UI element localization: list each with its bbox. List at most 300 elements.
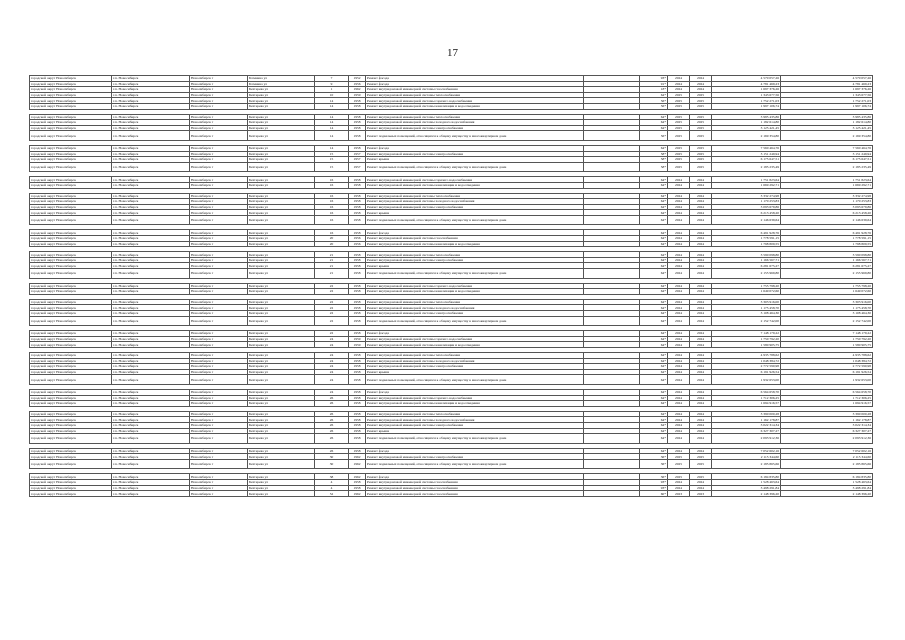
year-built-cell: 1958 (349, 210, 366, 216)
street-cell: Бехтерева ул (248, 157, 315, 163)
locality-cell: Новосибирск г (190, 401, 248, 407)
total-cost-cell: 1 697 376,26 (781, 87, 873, 93)
house-cell: 22 (315, 331, 349, 337)
cost-cell: 7 148 179,22 (712, 331, 781, 337)
municipality-cell: городской округ Новосибирск (30, 428, 112, 434)
street-cell: Бехтерева ул (248, 311, 315, 317)
house-cell: 22 (315, 305, 349, 311)
table-row (30, 316, 873, 326)
settlement-cell: г.п. Новосибирск (112, 485, 190, 491)
work-type-cell: Ремонт внутридомовой инженерной системы канализации и водоотведения (366, 289, 584, 295)
start-year-cell: 2024 (668, 395, 690, 401)
cost-cell: 1 694 916,57 (712, 401, 781, 407)
start-year-cell: 2024 (668, 389, 690, 395)
total-cost-cell: 6 564 658,70 (781, 389, 873, 395)
municipality-cell: городской округ Новосибирск (30, 336, 112, 342)
end-year-cell: 2024 (690, 375, 712, 385)
cost-cell: 1 751 823,64 (712, 177, 781, 183)
locality-cell: Новосибирск г (190, 269, 248, 279)
end-year-cell: 2024 (690, 230, 712, 236)
total-cost-cell: 2 772 590,98 (781, 364, 873, 370)
street-cell: Бехтерева ул (248, 401, 315, 407)
start-year-cell: 2024 (668, 269, 690, 279)
municipality-cell: городской округ Новосибирск (30, 199, 112, 205)
work-type-cell: Ремонт внутридомовой инженерной системы электроснабжения (366, 311, 584, 317)
house-cell: 26 (315, 428, 349, 434)
table-body (30, 76, 873, 497)
municipality-cell: городской округ Новосибирск (30, 331, 112, 337)
year-built-cell: 1958 (349, 252, 366, 258)
street-cell: Бехтерева ул (248, 162, 315, 172)
area-cell: 58* (640, 151, 668, 157)
total-cost-cell: 3 590 098,80 (781, 252, 873, 258)
work-type-cell: Ремонт внутридомовой инженерной системы электроснабжения (366, 151, 584, 157)
cost-cell: 1 697 376,26 (712, 87, 781, 93)
house-cell: 21 (315, 252, 349, 258)
cost-cell: 2 093 912,36 (712, 434, 781, 444)
end-year-cell: 2024 (690, 263, 712, 269)
street-cell: Бехтерева ул (248, 177, 315, 183)
house-cell: 16 (315, 193, 349, 199)
cost-cell: 1 752 271,03 (712, 98, 781, 104)
locality-cell: Новосибирск г (190, 434, 248, 444)
table-row (30, 162, 873, 172)
area-cell: 64* (640, 331, 668, 337)
start-year-cell: 2024 (668, 252, 690, 258)
street-cell: Бехтерева ул (248, 145, 315, 151)
total-cost-cell: 2 152 742,00 (781, 316, 873, 326)
work-type-cell: Ремонт подвальных помещений, относящихся к общему имуществу в многоквартирном доме (366, 162, 584, 172)
municipality-cell: городской округ Новосибирск (30, 193, 112, 199)
work-type-cell: Ремонт внутридомовой инженерной системы теплоснабжения (366, 352, 584, 358)
municipality-cell: городской округ Новосибирск (30, 230, 112, 236)
locality-cell: Новосибирск г (190, 199, 248, 205)
work-type-cell: Ремонт подвальных помещений, относящихся к общему имуществу в многоквартирном доме (366, 215, 584, 225)
municipality-cell: городской округ Новосибирск (30, 120, 112, 126)
area-cell: 64* (640, 299, 668, 305)
total-cost-cell: 3 303 916,00 (781, 299, 873, 305)
total-cost-cell: 3 332 274,98 (781, 193, 873, 199)
area-cell: 64* (640, 193, 668, 199)
area-cell: 64* (640, 358, 668, 364)
street-cell: Бехтерева ул (248, 336, 315, 342)
start-year-cell: 2024 (668, 215, 690, 225)
total-cost-cell: 3 151 249,94 (781, 151, 873, 157)
street-cell: Бехтерева ул (248, 263, 315, 269)
municipality-cell: городской округ Новосибирск (30, 342, 112, 348)
end-year-cell: 2024 (690, 395, 712, 401)
cost-cell: 1 528 463,64 (712, 480, 781, 486)
area-cell: 64* (640, 434, 668, 444)
locality-cell: Новосибирск г (190, 491, 248, 497)
work-type-cell: Ремонт внутридомовой инженерной системы канализации и водоотведения (366, 182, 584, 188)
street-cell: Бехтерева ул (248, 389, 315, 395)
end-year-cell: 2025 (690, 162, 712, 172)
work-type-cell: Ремонт внутридомовой инженерной системы газоснабжения (366, 236, 584, 242)
municipality-cell: городской округ Новосибирск (30, 422, 112, 428)
table-row (30, 459, 873, 469)
start-year-cell: 2024 (668, 289, 690, 295)
municipality-cell: городской округ Новосибирск (30, 485, 112, 491)
house-cell: 24 (315, 389, 349, 395)
cost-cell: 6 281 675,27 (712, 263, 781, 269)
street-cell: Бехтерева ул (248, 331, 315, 337)
start-year-cell: 2024 (668, 257, 690, 263)
total-cost-cell: 6 213 458,20 (781, 210, 873, 216)
year-built-cell: 1958 (349, 257, 366, 263)
house-cell: 22 (315, 289, 349, 295)
settlement-cell: г.п. Новосибирск (112, 411, 190, 417)
total-cost-cell: 2 093 912,36 (781, 434, 873, 444)
start-year-cell: 2024 (668, 199, 690, 205)
end-year-cell: 2024 (690, 434, 712, 444)
year-built-cell: 1957 (349, 151, 366, 157)
locality-cell: Новосибирск г (190, 417, 248, 423)
house-cell: 14 (315, 114, 349, 120)
settlement-cell: г.п. Новосибирск (112, 263, 190, 269)
locality-cell: Новосибирск г (190, 182, 248, 188)
locality-cell: Новосибирск г (190, 230, 248, 236)
total-cost-cell: 1 048 384,72 (781, 358, 873, 364)
work-type-cell: Ремонт фасада (366, 389, 584, 395)
end-year-cell: 2024 (690, 485, 712, 491)
area-cell: 64* (640, 204, 668, 210)
house-cell: 16 (315, 210, 349, 216)
settlement-cell: г.п. Новосибирск (112, 157, 190, 163)
house-cell: 14 (315, 98, 349, 104)
work-type-cell: Ремонт фасада (366, 230, 584, 236)
cost-cell: 6 327 307,27 (712, 428, 781, 434)
cost-cell: 1 166 567,71 (712, 257, 781, 263)
year-built-cell: 1958 (349, 395, 366, 401)
locality-cell: Новосибирск г (190, 193, 248, 199)
total-cost-cell: 6 184 835,80 (781, 474, 873, 480)
area-cell: 64* (640, 215, 668, 225)
settlement-cell: г.п. Новосибирск (112, 151, 190, 157)
house-cell: 24 (315, 342, 349, 348)
end-year-cell: 2024 (690, 422, 712, 428)
settlement-cell: г.п. Новосибирск (112, 434, 190, 444)
cost-cell: 1 669 292,71 (712, 182, 781, 188)
house-cell: 21 (315, 269, 349, 279)
locality-cell: Новосибирск г (190, 204, 248, 210)
area-cell: 64* (640, 375, 668, 385)
locality-cell: Новосибирск г (190, 210, 248, 216)
cost-cell: 4 781 469,23 (712, 81, 781, 87)
year-built-cell: 1958 (349, 263, 366, 269)
work-type-cell: Ремонт внутридомовой инженерной системы теплоснабжения (366, 411, 584, 417)
area-cell: 64* (640, 125, 668, 131)
house-cell: 10 (315, 92, 349, 98)
total-cost-cell: 3 985 435,86 (781, 114, 873, 120)
settlement-cell: г.п. Новосибирск (112, 316, 190, 326)
area-cell: 64* (640, 289, 668, 295)
area-cell: 64* (640, 395, 668, 401)
area-cell: 64* (640, 401, 668, 407)
street-cell: Бехтерева ул (248, 103, 315, 109)
cost-cell: 6 564 658,70 (712, 389, 781, 395)
locality-cell: Новосибирск г (190, 364, 248, 370)
municipality-cell: городской округ Новосибирск (30, 395, 112, 401)
work-type-cell: Ремонт внутридомовой инженерной системы газоснабжения (366, 485, 584, 491)
municipality-cell: городской округ Новосибирск (30, 269, 112, 279)
start-year-cell: 2024 (668, 336, 690, 342)
settlement-cell: г.п. Новосибирск (112, 103, 190, 109)
house-cell: 20 (315, 236, 349, 242)
street-cell: Бехтерева ул (248, 299, 315, 305)
cost-cell: 6 213 458,20 (712, 210, 781, 216)
total-cost-cell: 7 148 179,22 (781, 331, 873, 337)
end-year-cell: 2024 (690, 358, 712, 364)
year-built-cell: 1959 (349, 336, 366, 342)
house-cell: 22 (315, 299, 349, 305)
cost-cell: 7 052 602,16 (712, 448, 781, 454)
start-year-cell: 2024 (668, 299, 690, 305)
street-cell: Бехтерева ул (248, 428, 315, 434)
blank-cell (584, 316, 640, 326)
settlement-cell: г.п. Новосибирск (112, 120, 190, 126)
house-cell: 26 (315, 417, 349, 423)
locality-cell: Новосибирск г (190, 125, 248, 131)
municipality-cell: городской округ Новосибирск (30, 204, 112, 210)
locality-cell: Новосибирск г (190, 98, 248, 104)
start-year-cell: 2024 (668, 342, 690, 348)
cost-cell: 1 997 106,74 (712, 103, 781, 109)
work-type-cell: Ремонт внутридомовой инженерной системы канализации и водоотведения (366, 241, 584, 247)
end-year-cell: 2025 (690, 98, 712, 104)
settlement-cell: г.п. Новосибирск (112, 311, 190, 317)
municipality-cell: городской округ Новосибирск (30, 81, 112, 87)
total-cost-cell: 1 712 306,25 (781, 395, 873, 401)
end-year-cell: 2025 (690, 125, 712, 131)
end-year-cell: 2024 (690, 215, 712, 225)
street-cell: Бехтерева ул (248, 236, 315, 242)
settlement-cell: г.п. Новосибирск (112, 145, 190, 151)
end-year-cell: 2025 (690, 151, 712, 157)
work-type-cell: Ремонт внутридомовой инженерной системы холодного водоснабжения (366, 305, 584, 311)
house-cell: 52 (315, 491, 349, 497)
street-cell: Бехтерева ул (248, 230, 315, 236)
work-type-cell: Ремонт внутридомовой инженерной системы канализации и водоотведения (366, 342, 584, 348)
municipality-cell: городской округ Новосибирск (30, 92, 112, 98)
start-year-cell: 2024 (668, 428, 690, 434)
area-cell: 36* (640, 459, 668, 469)
end-year-cell: 2024 (690, 331, 712, 337)
start-year-cell: 2024 (668, 434, 690, 444)
total-cost-cell: 1 750 792,20 (781, 336, 873, 342)
work-type-cell: Ремонт внутридомовой инженерной системы холодного водоснабжения (366, 199, 584, 205)
area-cell: 64* (640, 342, 668, 348)
house-cell: 21 (315, 257, 349, 263)
year-built-cell: 1962 (349, 474, 366, 480)
municipality-cell: городской округ Новосибирск (30, 87, 112, 93)
work-type-cell: Ремонт подвальных помещений, относящихся к общему имуществу в многоквартирном доме (366, 131, 584, 141)
area-cell: 64* (640, 417, 668, 423)
settlement-cell: г.п. Новосибирск (112, 98, 190, 104)
settlement-cell: г.п. Новосибирск (112, 193, 190, 199)
settlement-cell: г.п. Новосибирск (112, 87, 190, 93)
end-year-cell: 2024 (690, 252, 712, 258)
municipality-cell: городской округ Новосибирск (30, 103, 112, 109)
locality-cell: Новосибирск г (190, 263, 248, 269)
settlement-cell: г.п. Новосибирск (112, 182, 190, 188)
total-cost-cell: 1 649 072,60 (781, 289, 873, 295)
locality-cell: Новосибирск г (190, 215, 248, 225)
street-cell: Бехтерева ул (248, 120, 315, 126)
area-cell: 64* (640, 177, 668, 183)
house-cell: 26 (315, 434, 349, 444)
street-cell: Бехтерева ул (248, 474, 315, 480)
street-cell: Батенина ул (248, 81, 315, 87)
house-cell: 30 (315, 459, 349, 469)
end-year-cell: 2024 (690, 428, 712, 434)
settlement-cell: г.п. Новосибирск (112, 269, 190, 279)
locality-cell: Новосибирск г (190, 389, 248, 395)
house-cell: 24 (315, 352, 349, 358)
settlement-cell: г.п. Новосибирск (112, 459, 190, 469)
start-year-cell: 2024 (668, 81, 690, 87)
work-type-cell: Ремонт внутридомовой инженерной системы канализации и водоотведения (366, 103, 584, 109)
total-cost-cell: 4 935 788,62 (781, 352, 873, 358)
street-cell: Бехтерева ул (248, 125, 315, 131)
settlement-cell: г.п. Новосибирск (112, 491, 190, 497)
house-cell: 16 (315, 215, 349, 225)
capital-repair-table (29, 75, 873, 497)
municipality-cell: городской округ Новосибирск (30, 182, 112, 188)
start-year-cell: 2024 (668, 87, 690, 93)
locality-cell: Новосибирск г (190, 252, 248, 258)
cost-cell: 7 560 464,76 (712, 145, 781, 151)
settlement-cell: г.п. Новосибирск (112, 401, 190, 407)
municipality-cell: городской округ Новосибирск (30, 369, 112, 375)
street-cell: Бехтерева ул (248, 182, 315, 188)
settlement-cell: г.п. Новосибирск (112, 422, 190, 428)
area-cell: 64* (640, 263, 668, 269)
start-year-cell: 2024 (668, 193, 690, 199)
work-type-cell: Ремонт подвальных помещений, относящихся к общему имуществу в многоквартирном доме (366, 459, 584, 469)
house-cell: 22 (315, 283, 349, 289)
total-cost-cell: 1 755 798,20 (781, 283, 873, 289)
total-cost-cell: 1 669 292,71 (781, 182, 873, 188)
house-cell: 26 (315, 401, 349, 407)
cost-cell: 2 146 639,64 (712, 215, 781, 225)
municipality-cell: городской округ Новосибирск (30, 263, 112, 269)
settlement-cell: г.п. Новосибирск (112, 125, 190, 131)
end-year-cell: 2024 (690, 81, 712, 87)
total-cost-cell: 2 115 344,60 (781, 454, 873, 460)
area-cell: 64* (640, 311, 668, 317)
year-built-cell: 1958 (349, 299, 366, 305)
area-cell: 60* (640, 491, 668, 497)
end-year-cell: 2025 (690, 157, 712, 163)
year-built-cell: 1958 (349, 389, 366, 395)
year-built-cell: 1958 (349, 283, 366, 289)
work-type-cell: Ремонт внутридомовой инженерной системы канализации и водоотведения (366, 401, 584, 407)
street-cell: Бехтерева ул (248, 199, 315, 205)
start-year-cell: 2025 (668, 98, 690, 104)
start-year-cell: 2024 (668, 480, 690, 486)
settlement-cell: г.п. Новосибирск (112, 230, 190, 236)
total-cost-cell: 1 694 916,57 (781, 401, 873, 407)
locality-cell: Новосибирск г (190, 299, 248, 305)
street-cell: Бехтерева ул (248, 342, 315, 348)
start-year-cell: 2025 (668, 151, 690, 157)
year-built-cell: 1958 (349, 358, 366, 364)
year-built-cell: 1956 (349, 81, 366, 87)
municipality-cell: городской округ Новосибирск (30, 241, 112, 247)
settlement-cell: г.п. Новосибирск (112, 257, 190, 263)
municipality-cell: городской округ Новосибирск (30, 480, 112, 486)
year-built-cell: 1958 (349, 182, 366, 188)
start-year-cell: 2024 (668, 422, 690, 428)
locality-cell: Новосибирск г (190, 76, 248, 82)
locality-cell: Новосибирск г (190, 454, 248, 460)
area-cell: 58* (640, 162, 668, 172)
street-cell: Бехтерева ул (248, 289, 315, 295)
blank-cell (584, 215, 640, 225)
municipality-cell: городской округ Новосибирск (30, 289, 112, 295)
cost-cell: 2 185 865,66 (712, 459, 781, 469)
start-year-cell: 2024 (668, 177, 690, 183)
locality-cell: Новосибирск г (190, 422, 248, 428)
house-cell: 15 (315, 157, 349, 163)
year-built-cell: 1958 (349, 305, 366, 311)
street-cell: Бехтерева ул (248, 480, 315, 486)
house-cell: 15 (315, 151, 349, 157)
house-cell: 1 (315, 87, 349, 93)
work-type-cell: Ремонт фасада (366, 81, 584, 87)
area-cell: 64* (640, 252, 668, 258)
blank-cell (584, 375, 640, 385)
cost-cell: 6 191 926,54 (712, 369, 781, 375)
work-type-cell: Ремонт подвальных помещений, относящихся к общему имуществу в многоквартирном доме (366, 316, 584, 326)
municipality-cell: городской округ Новосибирск (30, 125, 112, 131)
total-cost-cell: 3 390 000,28 (781, 411, 873, 417)
settlement-cell: г.п. Новосибирск (112, 358, 190, 364)
end-year-cell: 2024 (690, 480, 712, 486)
municipality-cell: городской округ Новосибирск (30, 474, 112, 480)
area-cell: 64* (640, 283, 668, 289)
year-built-cell: 1962 (349, 87, 366, 93)
end-year-cell: 2024 (690, 448, 712, 454)
end-year-cell: 2025 (690, 92, 712, 98)
table-row (30, 215, 873, 225)
street-cell: Бехтерева ул (248, 422, 315, 428)
municipality-cell: городской округ Новосибирск (30, 299, 112, 305)
cost-cell: 3 590 098,80 (712, 252, 781, 258)
total-cost-cell: 1 170 253,83 (781, 199, 873, 205)
house-cell: 16 (315, 182, 349, 188)
house-cell: 9 (315, 81, 349, 87)
start-year-cell: 2025 (668, 162, 690, 172)
year-built-cell: 1958 (349, 98, 366, 104)
area-cell: 93* (640, 76, 668, 82)
cost-cell: 1 162 178,87 (712, 417, 781, 423)
street-cell: Бехтерева ул (248, 305, 315, 311)
work-type-cell: Ремонт крыши (366, 210, 584, 216)
page-number: 17 (447, 47, 458, 59)
street-cell: Бехтерева ул (248, 316, 315, 326)
total-cost-cell: 1 778 591,15 (781, 236, 873, 242)
street-cell: Бехтерева ул (248, 98, 315, 104)
locality-cell: Новосибирск г (190, 358, 248, 364)
start-year-cell: 2024 (668, 230, 690, 236)
municipality-cell: городской округ Новосибирск (30, 162, 112, 172)
total-cost-cell: 2 148 396,20 (781, 491, 873, 497)
municipality-cell: городской округ Новосибирск (30, 145, 112, 151)
municipality-cell: городской округ Новосибирск (30, 434, 112, 444)
settlement-cell: г.п. Новосибирск (112, 428, 190, 434)
